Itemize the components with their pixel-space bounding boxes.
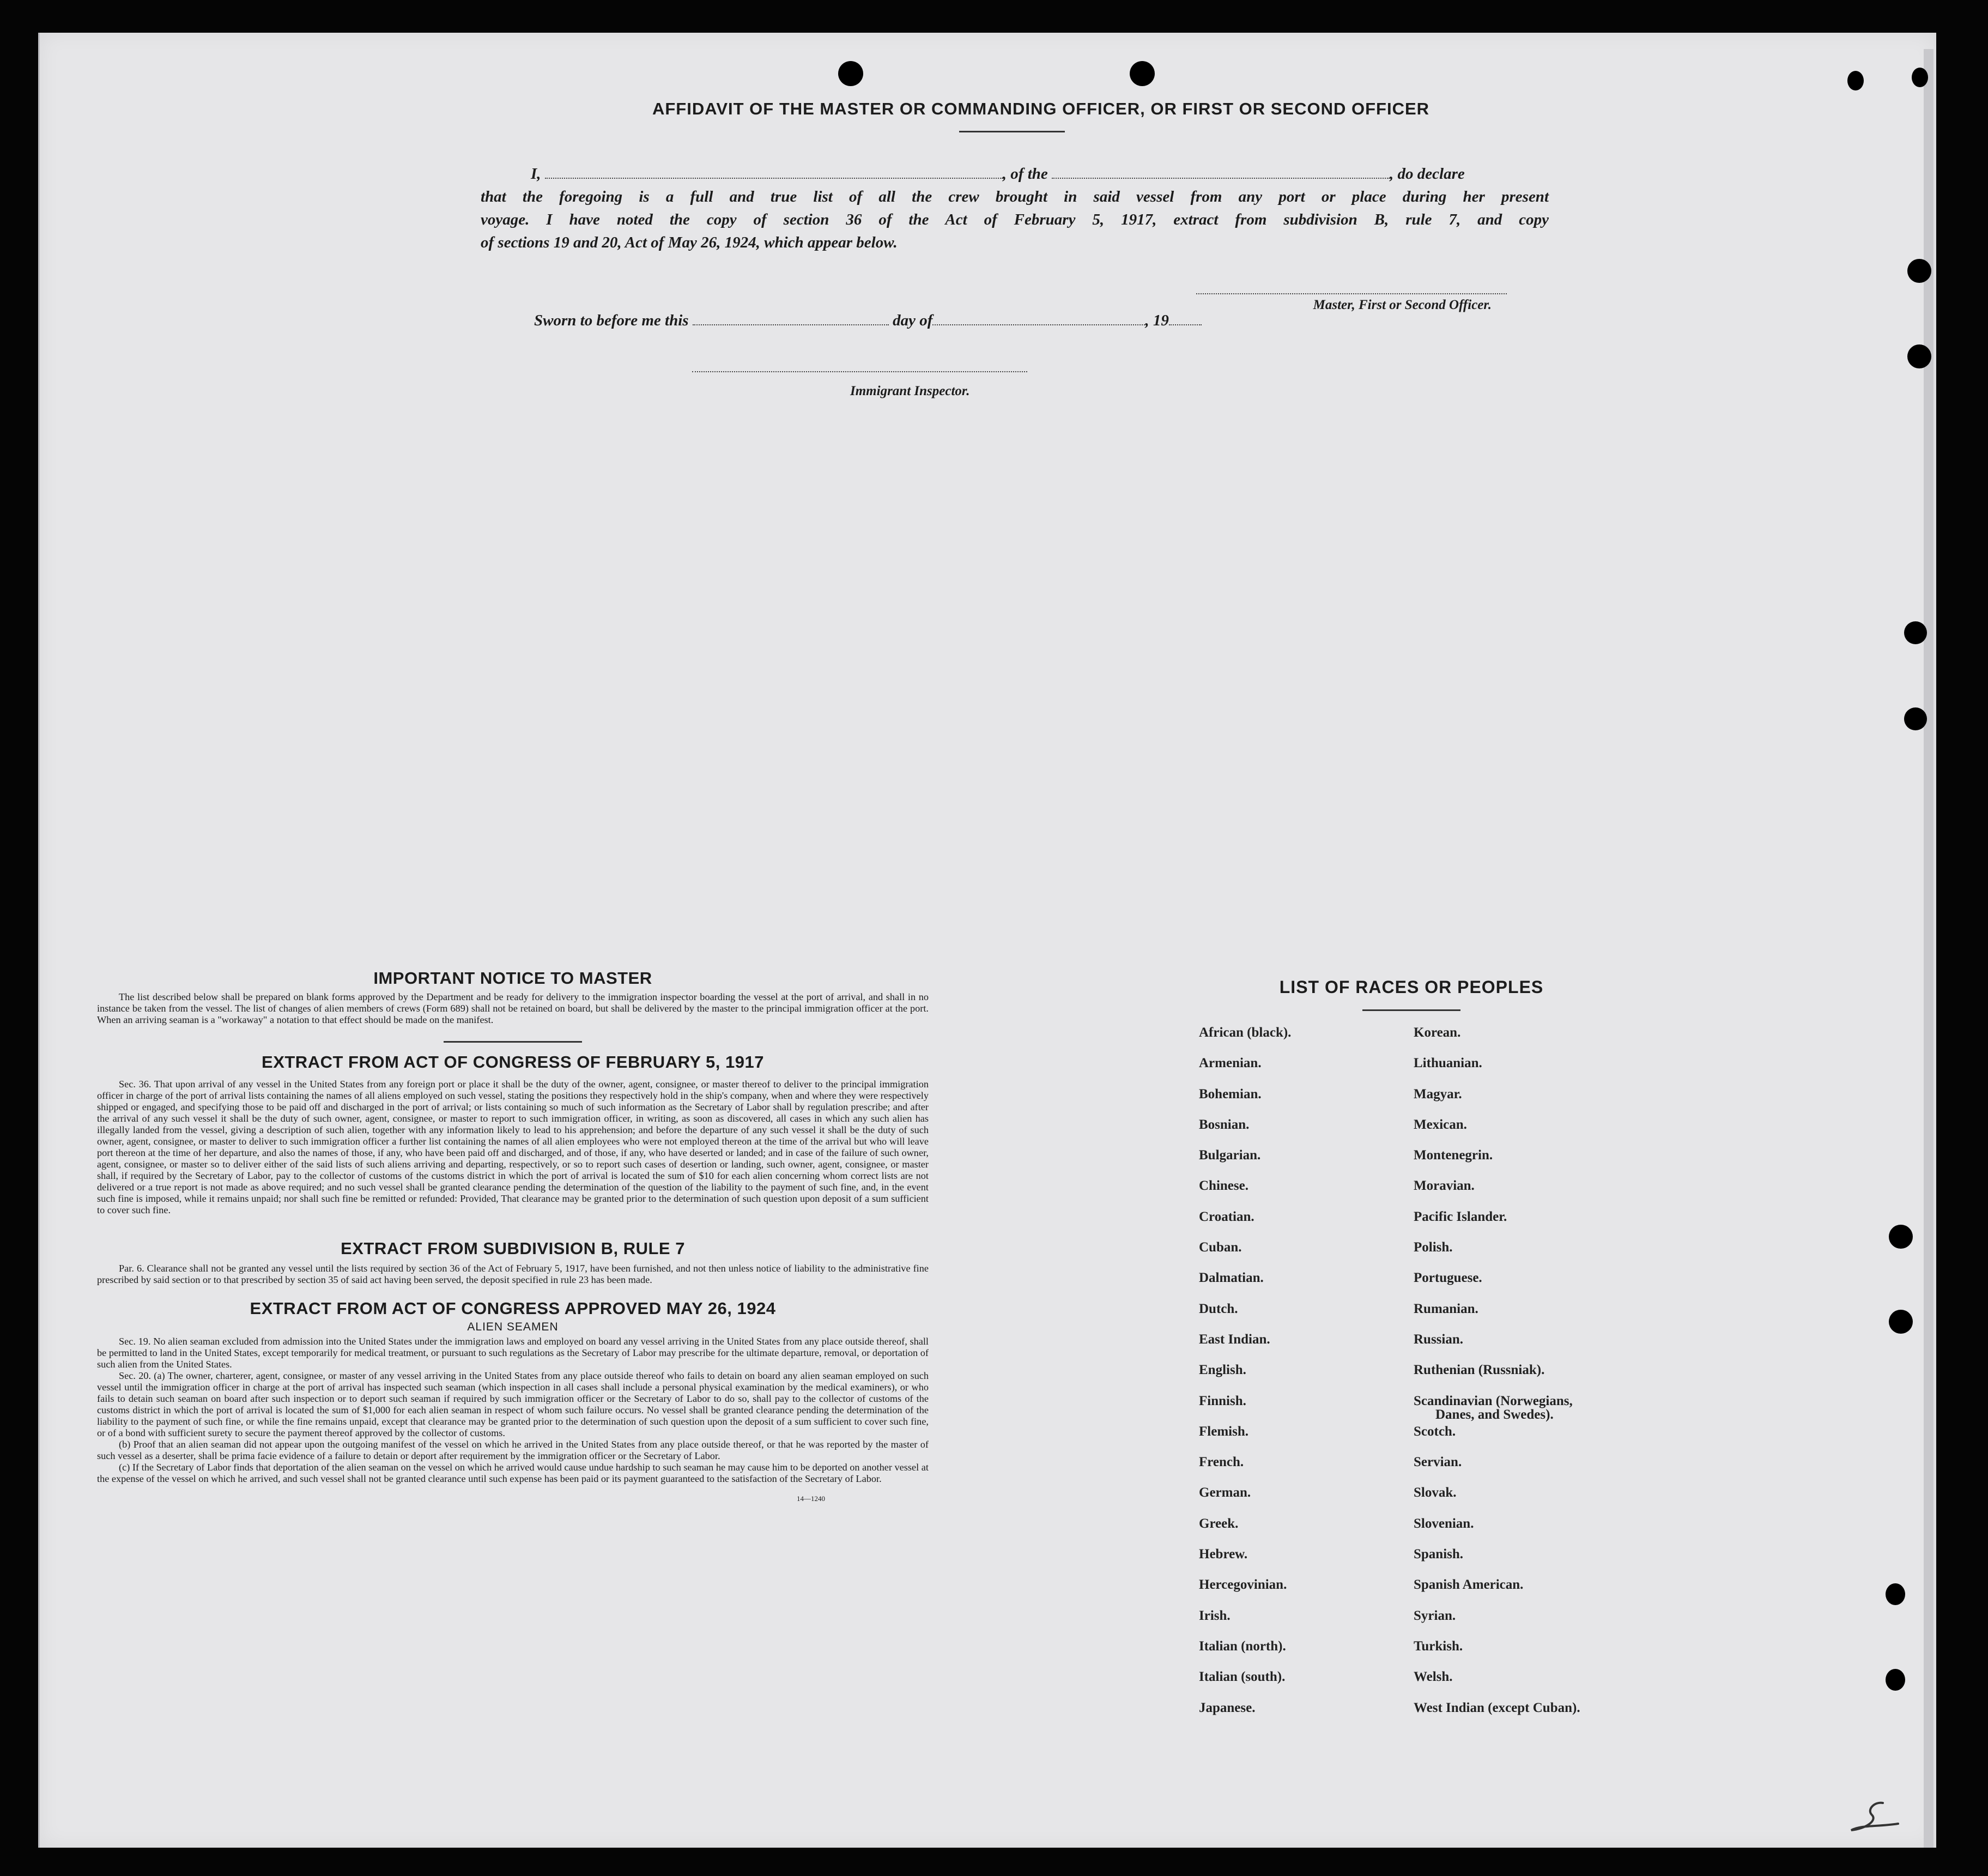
race-item: Bohemian. bbox=[1199, 1086, 1262, 1102]
sworn-line bbox=[534, 312, 1297, 330]
race-item-line: Scandinavian (Norwegians, bbox=[1414, 1393, 1573, 1408]
race-item: English. bbox=[1199, 1363, 1246, 1378]
race-item: Korean. bbox=[1414, 1025, 1461, 1040]
extract-1924-title: EXTRACT FROM ACT OF CONGRESS APPROVED MAY 26, 1924 bbox=[250, 1299, 776, 1318]
extract-rule7-title: EXTRACT FROM SUBDIVISION B, RULE 7 bbox=[341, 1239, 685, 1258]
race-item: Irish. bbox=[1199, 1608, 1231, 1623]
race-item: Pacific Islander. bbox=[1414, 1209, 1507, 1224]
race-item: Greek. bbox=[1199, 1516, 1239, 1531]
race-item: Rumanian. bbox=[1414, 1301, 1478, 1316]
race-item: Bosnian. bbox=[1199, 1117, 1250, 1132]
document-page bbox=[38, 33, 1936, 1848]
sworn-day-blank[interactable] bbox=[693, 324, 889, 325]
notice-title: IMPORTANT NOTICE TO MASTER bbox=[373, 969, 652, 988]
race-item: Flemish. bbox=[1199, 1424, 1248, 1439]
punch-hole-right-1 bbox=[1907, 259, 1931, 283]
race-item: Armenian. bbox=[1199, 1056, 1262, 1071]
punch-hole-right-2 bbox=[1907, 344, 1931, 368]
race-item: Slovenian. bbox=[1414, 1516, 1474, 1531]
affidavit-text-line-4: of sections 19 and 20, Act of May 26, 1924, which appear below. bbox=[481, 234, 898, 251]
race-item: Ruthenian (Russniak). bbox=[1414, 1363, 1545, 1378]
race-item: Portuguese. bbox=[1414, 1270, 1482, 1286]
extract-1924-sec20a: Sec. 20. (a) The owner, charterer, agent, consignee, or master of any vessel arriving in the United States from any place outside thereof who fails to detain on board any alien seaman employed on such vessel until the immigration officer in charge at the port of arrival has inspected such seaman (which inspection in all cases shall include a personal physical examination by the medical examiners), or who fails to detain such seaman on board after such inspection or to deport such seaman if required by such immigration officer or the Secretary of Labor to do so, shall pay to the collector of customs of the customs district in which the port of arrival is located the sum of $1,000 for each alien seaman in respect of whom such failure occurs. No vessel shall be granted clearance pending the determination of the liability to the payment of such fine, or while the fine remains unpaid, except that clearance may be granted prior to the determination of such question upon the deposit of a sum sufficient to cover such fine, or of a bond with sufficient surety to secure the payment thereof approved by the collector of customs. bbox=[97, 1370, 929, 1438]
vessel-name-blank[interactable] bbox=[1052, 178, 1390, 179]
affidavit-declaration-line bbox=[481, 162, 1549, 185]
races-column-left bbox=[1199, 1026, 1291, 1732]
race-item: Italian (south). bbox=[1199, 1669, 1286, 1685]
page-edge bbox=[1924, 49, 1934, 1848]
race-item: Japanese. bbox=[1199, 1700, 1256, 1715]
race-item: Scotch. bbox=[1414, 1424, 1456, 1439]
punch-hole-top-2 bbox=[1130, 61, 1155, 86]
punch-hole-right-5 bbox=[1889, 1225, 1913, 1249]
extract-rule7-text: Par. 6. Clearance shall not be granted any vessel until the lists required by section 36 of the Act of February 5, 1917, have been furnished, and not then unless notice of liability to the administrative fine prescribed by said section or to that prescribed by section 35 of said act having been served, the deposit specified in rule 23 has been made. bbox=[97, 1263, 929, 1285]
officer-name-blank[interactable] bbox=[545, 178, 1003, 179]
extract-1924-sec19: Sec. 19. No alien seaman excluded from admission into the United States under the immigration laws and employed on board any vessel arriving in the United States from any place outside thereof, shall be permitted to land in the United States, except temporarily for medical treatment, or pursuant to such regulations as the Secretary of Labor may prescribe for the ultimate departure, removal, or deportation of such alien from the United States. bbox=[97, 1336, 929, 1370]
sworn-month-blank[interactable] bbox=[932, 324, 1145, 325]
race-item: Italian (north). bbox=[1199, 1638, 1286, 1654]
race-item: Spanish American. bbox=[1414, 1577, 1524, 1593]
extract-1917-text: Sec. 36. That upon arrival of any vessel in the United States from any foreign port or place it shall be the duty of the owner, agent, consignee, or master thereof to deliver to the principal immigration officer in charge of the port of arrival lists containing the names of all aliens employed on such vessel, stating the positions they respectively hold in the ship's company, when and where they were respectively shipped or engaged, and specifying those to be paid off and discharged in the port of arrival; or lists containing so much of such information as the Secretary of Labor shall by regulation prescribe; and after the arrival of any such vessel it shall be the duty of such owner, agent, consignee, or master to report to such immigration officer, in writing, as soon as discovered, all cases in which any such alien has illegally landed from the vessel, giving a description of such alien, together with any information likely to lead to his apprehension; and before the departure of any such vessel it shall be the duty of such owner, agent, consignee, or master to deliver to such immigration officer a further list containing the names of all alien employees who were not employed thereon at the time of the arrival but who will leave port thereon at the time of her departure, and also the names of those, if any, who have been paid off and discharged, and of those, if any, who have deserted or landed; and in case of the failure of such owner, agent, consignee, or master so to deliver either of the said lists of such aliens arriving and departing, respectively, or so to report such cases of desertion or landing, such owner, agent, consignee, or master shall, if required by the Secretary of Labor, pay to the collector of customs of the customs district in which the port of arrival is located the sum of $10 for each alien concerning whom correct lists are not delivered or a true report is not made as above required; and no such vessel shall be granted clearance pending the determination of the question of the liability to the payment of such fine, and, in the event such fine is imposed, while it remains unpaid; nor shall such fine be remitted or refunded: Provided, That clearance may be granted prior to the determination of such question upon deposit of a sum sufficient to cover such fine. bbox=[97, 1079, 929, 1215]
race-item: Cuban. bbox=[1199, 1240, 1242, 1255]
extract-1924-subtitle: ALIEN SEAMEN bbox=[467, 1321, 559, 1333]
race-item: Polish. bbox=[1414, 1240, 1453, 1255]
race-item: Servian. bbox=[1414, 1455, 1462, 1470]
race-item: Bulgarian. bbox=[1199, 1148, 1261, 1163]
race-item: Lithuanian. bbox=[1414, 1056, 1482, 1071]
race-item: Moravian. bbox=[1414, 1178, 1475, 1194]
punch-hole-right-4 bbox=[1904, 707, 1927, 730]
section-divider bbox=[444, 1041, 582, 1043]
affidavit-title-rule bbox=[959, 131, 1065, 132]
punch-hole-right-7 bbox=[1886, 1583, 1905, 1605]
handwritten-mark bbox=[1845, 1799, 1905, 1837]
race-item: French. bbox=[1199, 1455, 1244, 1470]
race-item: Syrian. bbox=[1414, 1608, 1456, 1623]
notice-text: The list described below shall be prepared on blank forms approved by the Department and be ready for delivery to the immigration inspector boarding the vessel at the port of arrival, and shall in no instance be taken from the vessel. The list of changes of alien members of crews (Form 689) shall not be retained on board, but shall be delivered by the master to the principal immigration officer at the port. When an arriving seaman is a "workaway" a notation to that effect should be made on the manifest. bbox=[97, 991, 929, 1025]
affidavit-text-line-3: voyage. I have noted the copy of section 36 of the Act of February 5, 1917, extract from subdivision B, rule 7, and copy bbox=[481, 211, 1549, 228]
race-item: Hercegovinian. bbox=[1199, 1577, 1287, 1593]
race-item: Dalmatian. bbox=[1199, 1270, 1264, 1286]
race-item: Magyar. bbox=[1414, 1086, 1462, 1102]
extract-1924-sec20c: (c) If the Secretary of Labor finds that deportation of the alien seaman on the vessel on which he arrived would cause undue hardship to such seaman he may cause him to be deported on another vessel at the expense of the vessel on which he arrived, and such vessel shall not be granted clearance until such expense has been paid or its payment guaranteed to the satisfaction of the Secretary of Labor. bbox=[97, 1462, 929, 1484]
race-item: Dutch. bbox=[1199, 1301, 1238, 1316]
punch-hole-right-3 bbox=[1904, 621, 1927, 644]
races-title-rule bbox=[1362, 1009, 1460, 1011]
race-item: East Indian. bbox=[1199, 1332, 1270, 1347]
do-declare-label: , do declare bbox=[1390, 165, 1465, 183]
inspector-signature-label: Immigrant Inspector. bbox=[850, 384, 970, 398]
race-item: Chinese. bbox=[1199, 1178, 1248, 1194]
affidavit-i-label: I, bbox=[531, 165, 541, 183]
punch-hole-corner-1 bbox=[1847, 71, 1864, 90]
races-column-right bbox=[1414, 1026, 1580, 1732]
master-signature-label: Master, First or Second Officer. bbox=[1313, 298, 1492, 312]
sworn-label: Sworn to before me this bbox=[534, 312, 689, 329]
of-the-label: , of the bbox=[1002, 165, 1048, 183]
race-item: Turkish. bbox=[1414, 1638, 1463, 1654]
punch-hole-top-1 bbox=[838, 61, 863, 86]
legal-extracts bbox=[97, 967, 929, 1503]
affidavit-body bbox=[481, 162, 1549, 254]
race-item-scandinavian bbox=[1414, 1394, 1580, 1425]
sworn-year-blank[interactable] bbox=[1169, 324, 1202, 325]
race-item: Russian. bbox=[1414, 1332, 1464, 1347]
race-item: Welsh. bbox=[1414, 1669, 1453, 1685]
extract-1924-sec20b: (b) Proof that an alien seaman did not appear upon the outgoing manifest of the vessel on which he arrived in the United States from any place outside thereof, or that he was reported by the master of such vessel as a deserter, shall be prima facie evidence of a failure to detain or deport after requirement by the immigration officer or the Secretary of Labor. bbox=[97, 1439, 929, 1461]
inspector-signature-line[interactable] bbox=[692, 371, 1027, 372]
race-item: Slovak. bbox=[1414, 1485, 1457, 1500]
race-item: Finnish. bbox=[1199, 1393, 1246, 1408]
race-item: Croatian. bbox=[1199, 1209, 1254, 1224]
race-item: West Indian (except Cuban). bbox=[1414, 1700, 1580, 1715]
race-item: Spanish. bbox=[1414, 1547, 1464, 1562]
race-item: Mexican. bbox=[1414, 1117, 1467, 1132]
year-prefix-label: , 19 bbox=[1145, 312, 1169, 329]
punch-hole-right-6 bbox=[1889, 1310, 1913, 1334]
punch-hole-corner-2 bbox=[1912, 68, 1928, 87]
master-signature-line[interactable] bbox=[1196, 293, 1507, 294]
extract-1917-title: EXTRACT FROM ACT OF CONGRESS OF FEBRUARY 5, 1917 bbox=[262, 1052, 764, 1072]
race-item: African (black). bbox=[1199, 1025, 1292, 1040]
punch-hole-right-8 bbox=[1886, 1669, 1905, 1691]
day-of-label: day of bbox=[893, 312, 933, 329]
affidavit-text-line-2: that the foregoing is a full and true list of all the crew brought in said vessel from any port or place during her present bbox=[481, 188, 1549, 205]
race-item: German. bbox=[1199, 1485, 1251, 1500]
form-number: 14—1240 bbox=[797, 1494, 825, 1503]
races-list-title: LIST OF RACES OR PEOPLES bbox=[1279, 977, 1544, 997]
affidavit-title: AFFIDAVIT OF THE MASTER OR COMMANDING OFFICER, OR FIRST OR SECOND OFFICER bbox=[652, 99, 1430, 118]
race-item-continuation: Danes, and Swedes). bbox=[1435, 1407, 1554, 1422]
race-item: Hebrew. bbox=[1199, 1547, 1248, 1562]
race-item: Montenegrin. bbox=[1414, 1148, 1493, 1163]
